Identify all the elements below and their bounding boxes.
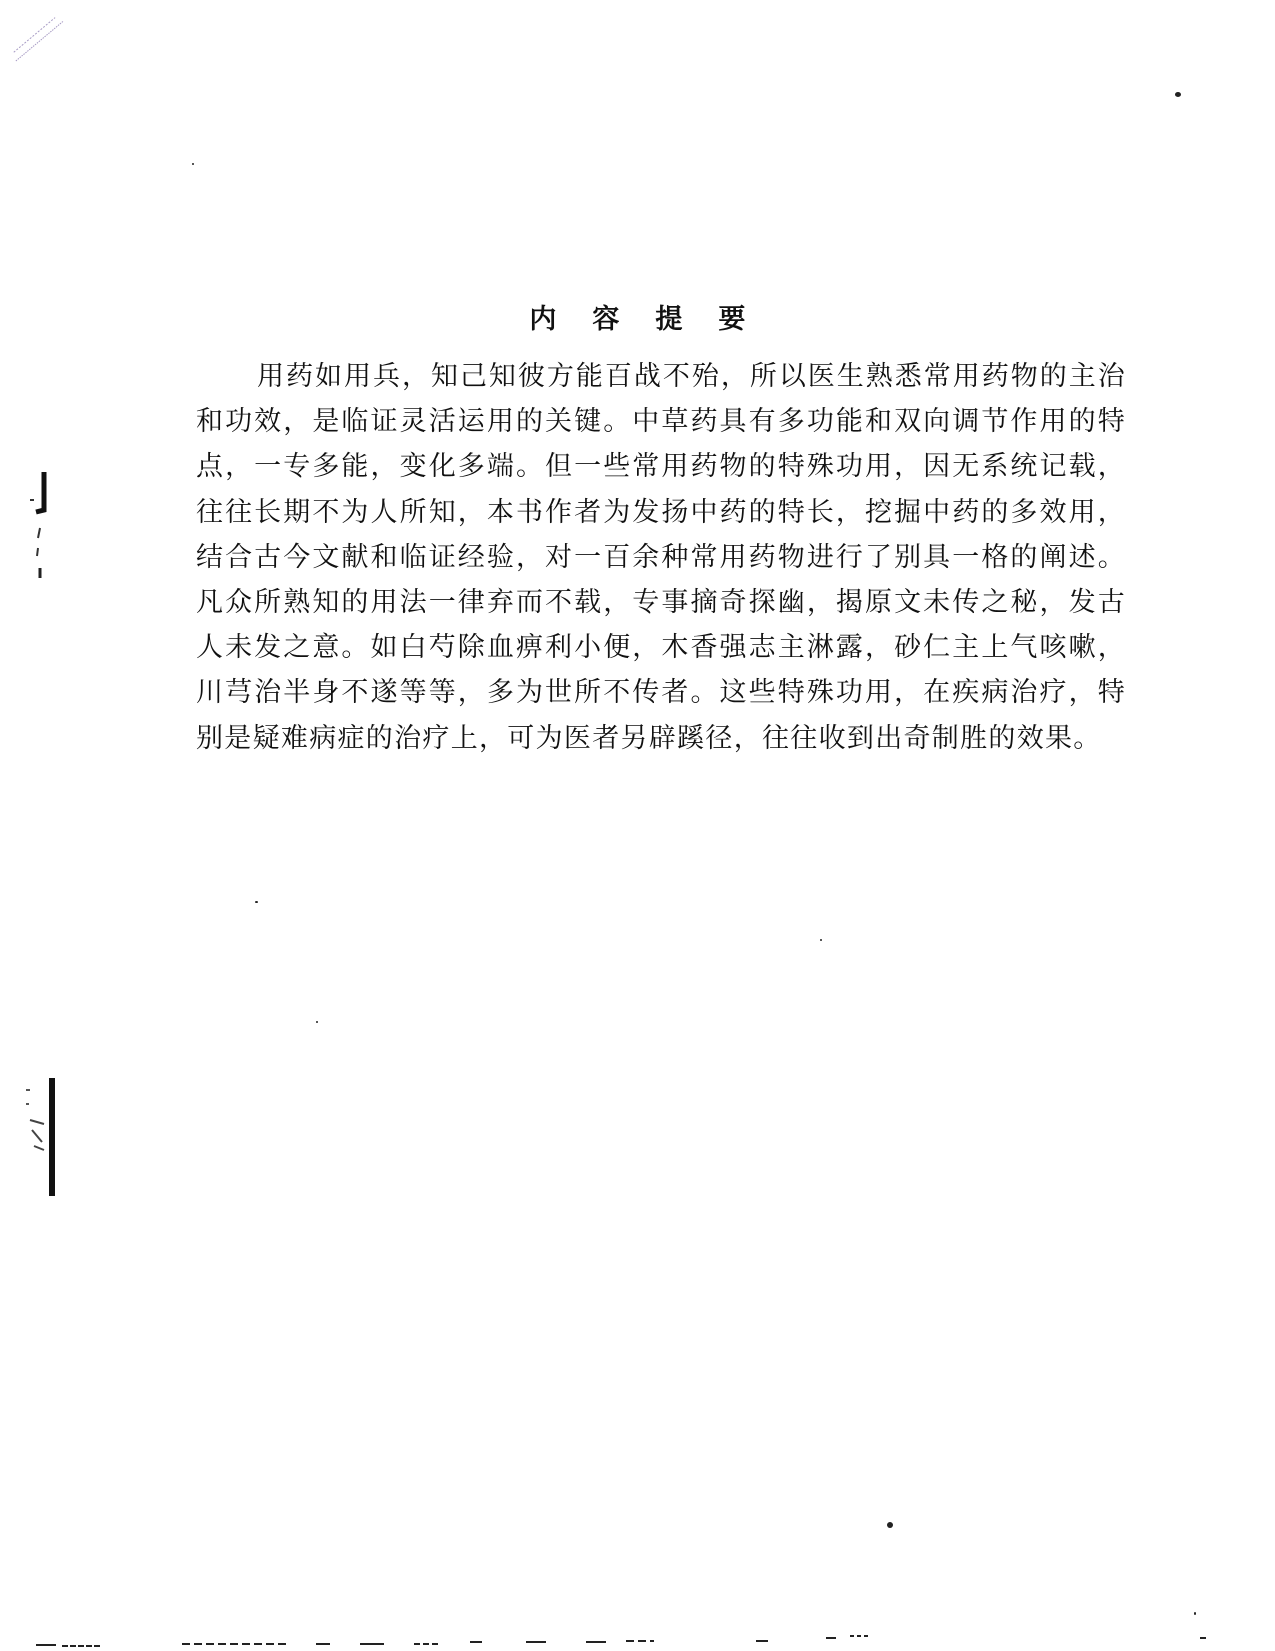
- scan-speck: [192, 163, 194, 165]
- abstract-paragraph: 用药如用兵，知己知彼方能百战不殆，所以医生熟悉常用药物的主治和功效，是临证灵活运用的关键。中草药具有多功能和双向调节作用的特点，一专多能，变化多端。但一些常用药物的特殊功用，因无系统记载，往往长期不为人所知，本书作者为发扬中药的特长，挖掘中药的多效用，结合古今文献和临证经验，对一百余种常用药物进行了别具一格的阐述。凡众所熟知的用法一律弃而不载，专事摘奇探幽，揭原文未传之秘，发古人未发之意。如白芍除血痹利小便，木香强志主淋露，砂仁主上气咳嗽，川芎治半身不遂等等，多为世所不传者。这些特殊功用，在疾病治疗，特别是疑难病症的治疗上，可为医者另辟蹊径，往往收到出奇制胜的效果。: [196, 361, 1126, 754]
- binding-marks: [0, 0, 80, 1651]
- page-title: 内 容 提 要: [529, 304, 746, 335]
- scan-speck: [1194, 1612, 1196, 1615]
- scan-speck: [1175, 92, 1181, 97]
- scan-speck: [820, 939, 822, 941]
- scan-speck: [255, 901, 258, 903]
- scan-speck: [887, 1522, 893, 1528]
- scan-bottom-edge: [0, 1620, 1275, 1651]
- scan-speck: [316, 1021, 318, 1023]
